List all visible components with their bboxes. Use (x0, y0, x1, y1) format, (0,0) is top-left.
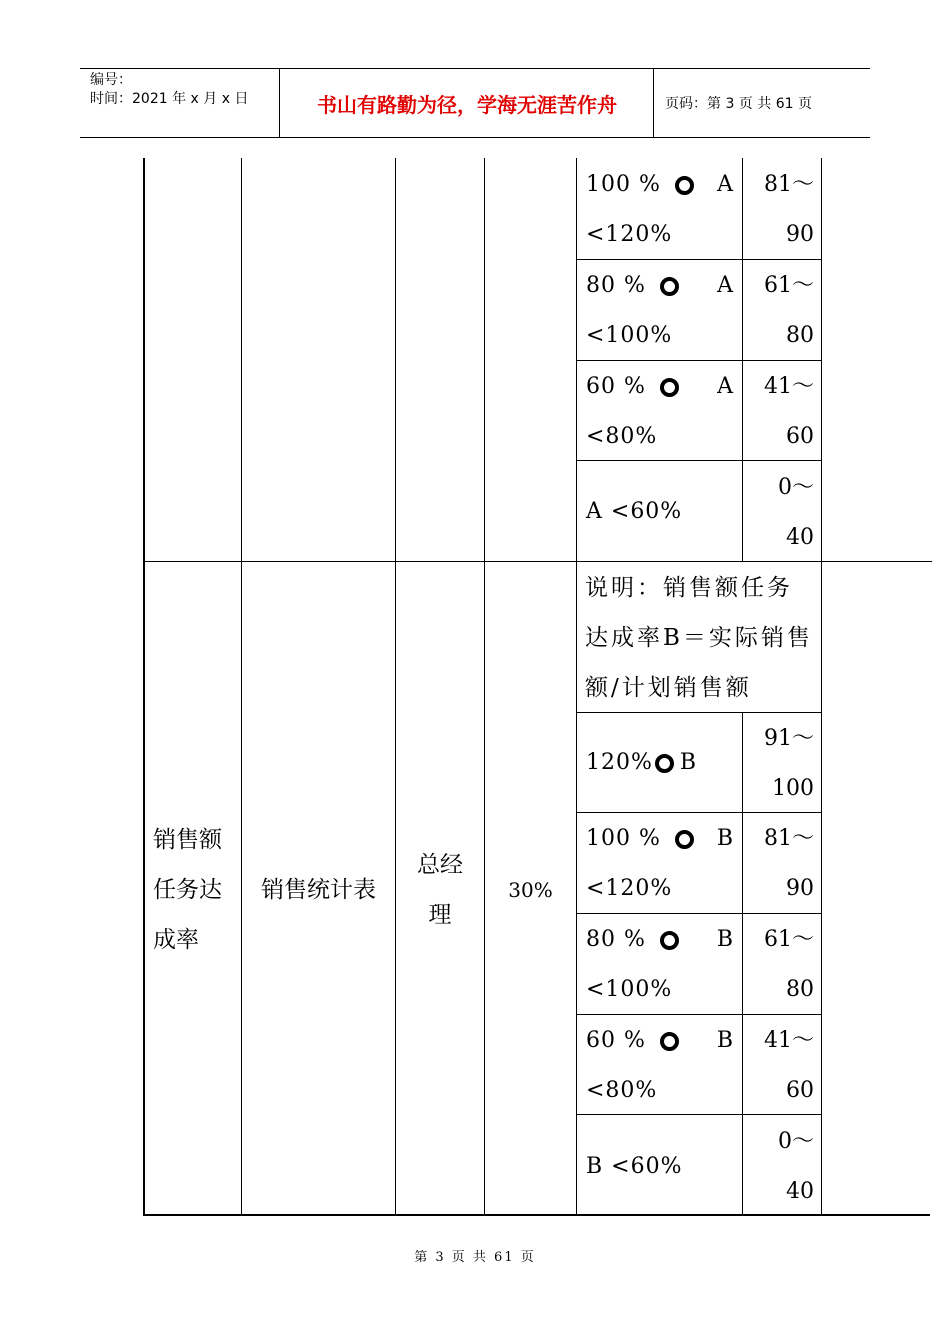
range-cell: 100 % A <120% (586, 172, 734, 247)
score-cell: 41～ 60 (764, 1028, 814, 1103)
range-cell: 120% B (586, 750, 698, 775)
indicator-note: 说明：销售额任务 达成率B＝实际销售 额/计划销售额 (585, 575, 813, 701)
page-footer: 第 3 页 共 61 页 (414, 1250, 536, 1265)
score-cell: 0～ 40 (778, 1129, 814, 1204)
page-header (80, 68, 870, 138)
col-divider (484, 158, 485, 1214)
range-cell: 60 % A <80% (586, 374, 734, 449)
score-cell: 81～ 90 (764, 172, 814, 247)
col-divider (395, 158, 396, 1214)
range-cell: 80 % B <100% (586, 927, 734, 1002)
range-cell: 80 % A <100% (586, 273, 734, 348)
kpi-table (143, 158, 930, 1216)
col-divider (742, 712, 743, 1214)
ring-icon (660, 931, 679, 950)
range-cell: 60 % B <80% (586, 1028, 734, 1103)
score-cell: 81～ 90 (764, 826, 814, 901)
indicator-name: 销售额 任务达 成率 (153, 827, 222, 953)
indicator-source: 销售统计表 (261, 877, 376, 903)
range-cell: 100 % B <120% (586, 826, 734, 901)
ring-icon (660, 277, 679, 296)
ring-icon (660, 378, 679, 397)
header-meta (80, 69, 280, 137)
ring-icon (655, 754, 674, 773)
ring-icon (675, 830, 694, 849)
ring-icon (660, 1032, 679, 1051)
col-divider (576, 158, 577, 1214)
score-cell: 0～ 40 (778, 475, 814, 550)
indicator-owner: 总经 理 (417, 852, 463, 928)
score-cell: 61～ 80 (764, 273, 814, 348)
col-divider (821, 158, 822, 1214)
score-cell: 41～ 60 (764, 374, 814, 449)
range-cell: A <60% (586, 499, 683, 524)
indicator-weight: 30% (508, 878, 553, 902)
ring-icon (675, 176, 694, 195)
header-motto: 书山有路勤为径，学海无涯苦作舟 (281, 69, 654, 137)
col-divider (241, 158, 242, 1214)
range-cell: B <60% (586, 1154, 683, 1179)
header-page-info: 页码：第 3 页 共 61 页 (665, 96, 812, 112)
serial-label: 编号： (90, 72, 132, 88)
time-label: 时间：2021 年 x 月 x 日 (90, 91, 249, 107)
score-cell: 91～ 100 (764, 726, 814, 801)
score-cell: 61～ 80 (764, 927, 814, 1002)
